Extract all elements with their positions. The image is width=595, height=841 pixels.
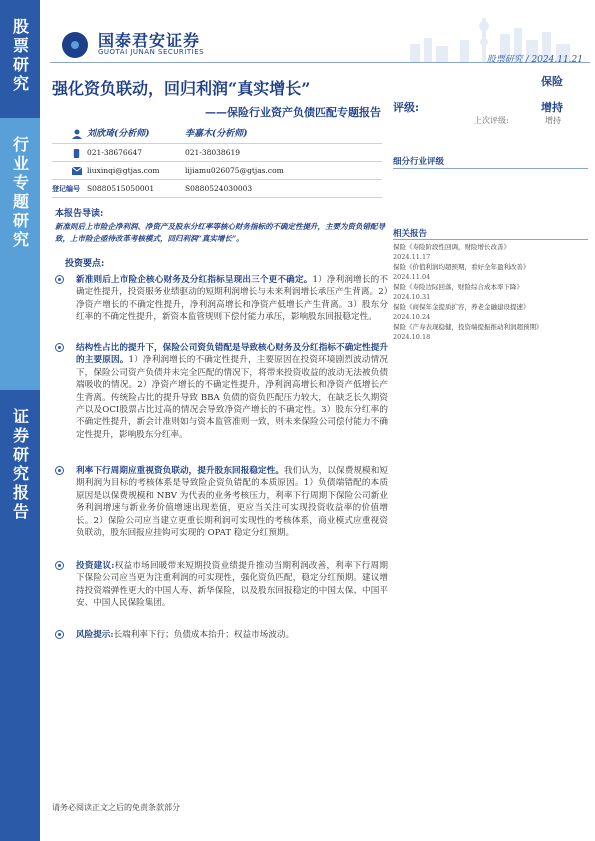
- key-point: [58, 560, 388, 610]
- report-item-date: 2024.11.04: [393, 272, 431, 281]
- related-report-item[interactable]: [393, 303, 588, 322]
- report-meta: 股票研究 / 2024.11.21: [486, 55, 583, 65]
- sidebar-label: 行业专题研究: [10, 136, 30, 250]
- report-item-date: 2024.11.17: [393, 252, 431, 261]
- bullet-icon: [55, 630, 64, 639]
- key-point: [58, 274, 388, 324]
- analyst-name: 李嘉木(分析师): [185, 129, 248, 139]
- sidebar: [0, 0, 40, 841]
- key-point-lead: 结构性占比的提升下，保险公司资负错配是导致核心财务及分红指标不确定性提升的主要原因。: [76, 343, 388, 366]
- key-point-lead: 利率下行周期应重视资负联动，提升股东回报稳定性。: [76, 466, 285, 476]
- sector-rating-heading: 细分行业评级: [393, 157, 445, 167]
- summary-heading: 本报告导读:: [55, 209, 104, 219]
- report-item-date: 2024.10.18: [393, 332, 431, 341]
- key-point-text: 权益市场回暖带来短期投资业绩提升推动当期利润改善，利率下行周期下保险公司应当更为注重利润的可实现性，强化资负匹配，稳定分红预期。建议增持投资端弹性更大的中国人寿、新华保险，以及股东回报稳定的中国太保、中国平安、中国人民保险集团。: [76, 561, 388, 609]
- sidebar-block-securities-report: [0, 390, 40, 841]
- report-item-title: 保险《寿险边际回落，财险综合成本率下降》: [393, 283, 523, 291]
- report-item-title: 保险《寿险阶段性回调，财险增长改善》: [393, 243, 510, 251]
- bullet-icon: [55, 275, 64, 284]
- license-label: 登记编号: [52, 184, 80, 193]
- sidebar-label: 股票研究: [10, 18, 30, 94]
- bullet-icon: [55, 343, 64, 352]
- related-report-item[interactable]: [393, 263, 588, 282]
- analyst-name: 刘欣琦(分析师): [87, 129, 150, 139]
- key-point: [58, 629, 388, 641]
- related-report-item[interactable]: [393, 323, 588, 342]
- related-reports-list: [393, 243, 588, 343]
- sidebar-block-stock-research: [0, 0, 40, 118]
- company-logo-icon: [60, 30, 98, 60]
- analyst-block: [52, 128, 382, 198]
- person-icon: [72, 129, 82, 139]
- report-title: 强化资负联动，回归利润“真实增长”: [52, 79, 311, 98]
- analyst-phone: 021-38038619: [185, 148, 241, 157]
- key-point-lead: 投资建议:: [76, 561, 115, 571]
- mail-icon: [72, 167, 82, 175]
- company-name-en: GUOTAI JUNAN SECURITIES: [98, 48, 205, 56]
- summary-text: 新准则后上市险企净利润、净资产及股东分红率等核心财务指标的不确定性提升，主要为资负错配导致，上市险企亟待改革考核模式，回归利润“真实增长”。: [55, 222, 385, 243]
- key-point-lead: 风险提示:: [76, 630, 114, 640]
- previous-rating-label: 上次评级:: [474, 116, 509, 125]
- bullet-icon: [55, 561, 64, 570]
- phone-icon: [72, 149, 81, 158]
- sidebar-label: 证券研究报告: [10, 408, 30, 522]
- rating-value: 增持: [541, 101, 563, 114]
- report-item-title: 保险《商保年金提质扩容，养老金融建设提速》: [393, 303, 530, 311]
- key-points-heading: 投资要点:: [65, 259, 105, 269]
- report-item-title: 保险《产寿表现稳健，投资端提振推动利润超预期》: [393, 323, 543, 331]
- industry-tag: 保险: [541, 75, 563, 88]
- sidebar-block-industry-research: [0, 118, 40, 390]
- report-item-date: 2024.10.31: [393, 292, 431, 301]
- analyst-email[interactable]: liuxinqi@gtjas.com: [87, 166, 160, 175]
- related-report-item[interactable]: [393, 243, 588, 262]
- report-item-title: 保险《价值利润均超预期，看好全年盈利改善》: [393, 263, 530, 271]
- bullet-icon: [55, 466, 64, 475]
- related-reports-heading: 相关报告: [393, 229, 428, 239]
- report-subtitle: ——保险行业资产负债匹配专题报告: [205, 106, 381, 119]
- report-item-date: 2024.10.24: [393, 312, 431, 321]
- company-name-cn: 国泰君安证券: [98, 31, 201, 50]
- key-point-text: 长端利率下行；负债成本抬升；权益市场波动。: [113, 630, 295, 640]
- analyst-phone: 021-38676647: [87, 148, 143, 157]
- previous-rating-value: 增持: [545, 116, 561, 125]
- analyst-license: S0880515050001: [87, 184, 155, 193]
- divider: [393, 168, 588, 169]
- disclaimer-footer: 请务必阅读正文之后的免责条款部分: [52, 803, 180, 812]
- key-point-lead: 新准则后上市险企核心财务及分红指标呈现出三个更不确定。: [76, 275, 313, 285]
- key-point: [58, 465, 388, 539]
- key-point-text: 1）净利润增长的不确定性提升，投资服务业绩驱动的短期利润增长与未来利润增长承压产生背离。2）净资产增长的不确定性提升，净利润高增长和净资产低增长产生背离。3）股东分红率的不确定性提升，新资本监管规则下偿付能力承压，影响股东回报稳定性。: [76, 275, 388, 323]
- analyst-email[interactable]: lijiamu026075@gtjas.com: [185, 166, 284, 175]
- related-report-item[interactable]: [393, 283, 588, 302]
- key-point-text: 1）净利润增长的不确定性提升，主要原因在投资环境剧烈波动情况下，保险公司资产负债并未完全匹配的情况下，将带来投资收益的波动无法被负债端吸收的情况。2）净资产增长的不确定性提升，净利润高增长和净资产低增长产生背离。传统险占比的提升导致 BBA 负债的资负匹配压力较大，在缺乏长久期资产以及OCI股票占比过高的情况会导致净资产增长的不确定性。3）股东分红率的不确定性提升，新会计准则如与资本监管准则一致，则未来保险公司偿付能力不确定性提升，影响股东分红率。: [76, 355, 388, 440]
- divider: [393, 239, 588, 240]
- key-point-text: 我们认为，以保费规模和短期利润为目标的考核体系是导致险企资负错配的本质原因。1）负债端错配的本质原因是以保费规模和 NBV 为代表的业务考核压力，利率下行周期下保险公司新业务利润增速与新业务价值增速出现差值，更应当关注可实现投资收益率的价值增长。2）保险公司应当建立更重长期利润可实现性的考核体系，商业模式应重视资负联动，股东回报应挂钩可实现的 OPAT 稳定分红预期。: [76, 466, 388, 539]
- rating-label: 评级:: [393, 101, 420, 114]
- analyst-license: S0880524030003: [185, 184, 253, 193]
- key-point: [58, 342, 388, 441]
